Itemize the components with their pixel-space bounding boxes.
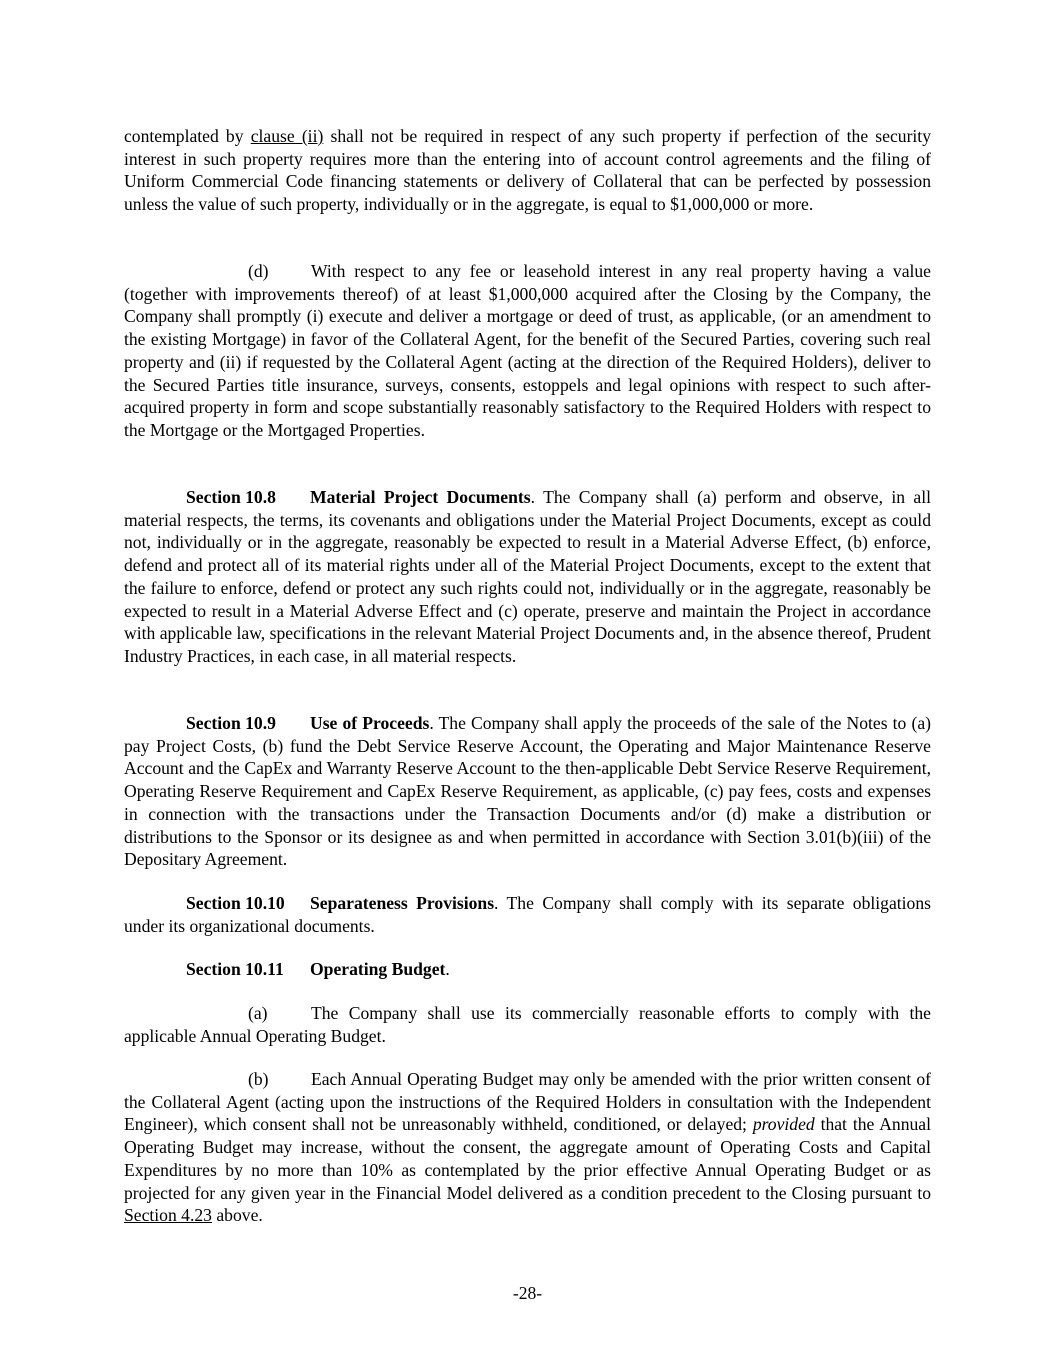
paragraph-a	[124, 1002, 931, 1047]
subsection-label: (a)	[248, 1003, 268, 1023]
section-title: Material Project Documents	[310, 487, 531, 507]
subsection-label: (b)	[248, 1069, 269, 1089]
paragraph-continuation	[124, 125, 931, 216]
paragraph-d	[124, 260, 931, 442]
section-number: Section 10.9	[186, 713, 276, 733]
section-reference-link[interactable]: Section 4.23	[124, 1205, 212, 1226]
subsection-label: (d)	[248, 261, 269, 281]
section-10-11	[124, 958, 931, 981]
paragraph-text: shall not be required in respect of any such property if perfection of the security interest in such property requires more than the entering into of account control agreements and the filing of Uniform Commercial Code financing statements or delivery of Collateral that can be perfected by possession unless the value of such property, individually or in the aggregate, is equal to $1,000,000 or more.	[124, 126, 931, 215]
paragraph-text: contemplated by	[124, 126, 251, 146]
page-number: -28-	[512, 1283, 543, 1303]
paragraph-text: above.	[211, 1205, 263, 1226]
paragraph-text: . The Company shall (a) perform and observe, in all material respects, the terms, its covenants and obligations under the Material Project Documents, except as could not, individually or in the aggregate, reasonably be expected to result in a Material Adverse Effect, (b) enforce, defend and protect all of its material rights under all of the Material Project Documents, except to the extent that the failure to enforce, defend or protect any such rights could not, individually or in the aggregate, reasonably be expected to result in a Material Adverse Effect and (c) operate, preserve and maintain the Project in accordance with applicable law, specifications in the relevant Material Project Documents and, in the absence thereof, Prudent Industry Practices, in each case, in all material respects.	[124, 487, 931, 666]
section-10-8	[124, 486, 931, 668]
section-title: Operating Budget	[310, 959, 446, 979]
section-number: Section 10.10	[186, 893, 285, 913]
paragraph-text: that the Annual Operating Budget may increase, without the consent, the aggregate amount of Operating Costs and Capital Expenditures by no more than 10% as contemplated by the prior effective Annual Operating Budget or as projected for any given year in the Financial Model delivered as a condition precedent to the Closing pursuant to	[124, 1114, 931, 1203]
paragraph-b	[124, 1068, 931, 1227]
paragraph-text: With respect to any fee or leasehold interest in any real property having a value (together with improvements thereof) of at least $1,000,000 acquired after the Closing by the Company, the Company shall promptly (i) execute and deliver a mortgage or deed of trust, as applicable, (or an amendment to the existing Mortgage) in favor of the Collateral Agent, for the benefit of the Secured Parties, covering such real property and (ii) if requested by the Collateral Agent (acting at the direction of the Required Holders), deliver to the Secured Parties title insurance, surveys, consents, estoppels and legal opinions with respect to such after-acquired property in form and scope substantially reasonably satisfactory to the Required Holders with respect to the Mortgage or the Mortgaged Properties.	[124, 261, 931, 440]
paragraph-text: . The Company shall comply with its separate obligations under its organizational documents.	[124, 893, 931, 936]
paragraph-text: The Company shall use its commercially reasonable efforts to comply with the applicable Annual Operating Budget.	[124, 1003, 931, 1046]
section-10-9	[124, 712, 931, 871]
section-10-10	[124, 892, 931, 937]
paragraph-text: Each Annual Operating Budget may only be amended with the prior written consent of the Collateral Agent (acting upon the instructions of the Required Holders in consultation with the Independent Engineer), which consent shall not be unreasonably withheld, conditioned, or delayed;	[124, 1069, 931, 1135]
section-number: Section 10.11	[186, 959, 284, 979]
paragraph-text: . The Company shall apply the proceeds of the sale of the Notes to (a) pay Project Costs, (b) fund the Debt Service Reserve Account, the Operating and Major Maintenance Reserve Account and the CapEx and Warranty Reserve Account to the then-applicable Debt Service Reserve Requirement, Operating Reserve Requirement and CapEx Reserve Requirement, as applicable, (c) pay fees, costs and expenses in connection with the transactions under the Transaction Documents and/or (d) make a distribution or distributions to the Sponsor or its designee as and when permitted in accordance with Section 3.01(b)(iii) of the Depositary Agreement.	[124, 713, 931, 870]
paragraph-text: .	[445, 959, 450, 979]
clause-reference-link[interactable]: clause (ii)	[250, 126, 324, 146]
section-title: Use of Proceeds	[310, 713, 430, 733]
section-title: Separateness Provisions	[310, 893, 495, 913]
section-number: Section 10.8	[186, 487, 276, 507]
emphasis-text: provided	[752, 1114, 815, 1135]
